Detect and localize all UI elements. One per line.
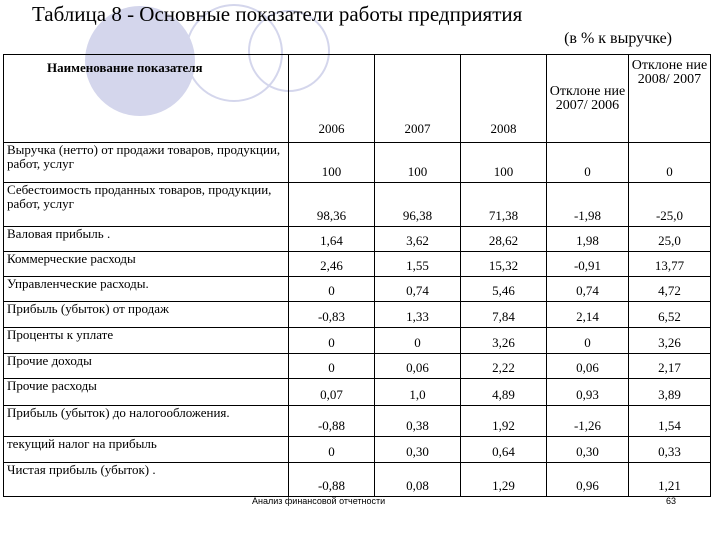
row-value-cell: 0 (289, 354, 375, 379)
row-value-cell: 3,89 (629, 379, 711, 406)
row-value-cell: 2,22 (461, 354, 547, 379)
row-name-cell: Управленческие расходы. (4, 277, 289, 302)
row-value-cell: -1,98 (547, 183, 629, 227)
row-name-cell: Выручка (нетто) от продажи товаров, продукции, работ, услуг (4, 143, 289, 183)
row-value-cell: 5,46 (461, 277, 547, 302)
row-value-cell: 0 (289, 328, 375, 354)
row-value-cell: 0,93 (547, 379, 629, 406)
year-header-2008: 2008 (461, 55, 547, 143)
page-number: 63 (666, 496, 677, 506)
row-value-cell: 0,38 (375, 406, 461, 437)
deviation-header-2008-2007: Отклоне ние 2008/ 2007 (629, 55, 711, 143)
row-value-cell: 100 (289, 143, 375, 183)
row-value-cell: 3,26 (461, 328, 547, 354)
table-row (4, 302, 711, 328)
row-value-cell: -0,88 (289, 406, 375, 437)
row-name-cell: Прочие доходы (4, 354, 289, 379)
row-value-cell: 96,38 (375, 183, 461, 227)
row-value-cell: 0,74 (375, 277, 461, 302)
row-value-cell: 1,0 (375, 379, 461, 406)
row-name-cell: Прибыль (убыток) до налогообложения. (4, 406, 289, 437)
row-value-cell: 100 (375, 143, 461, 183)
table-header-row (4, 55, 711, 143)
row-value-cell: -1,26 (547, 406, 629, 437)
row-value-cell: 25,0 (629, 227, 711, 252)
name-header-cell (4, 55, 289, 143)
row-value-cell: 1,55 (375, 252, 461, 277)
row-value-cell: 0 (375, 328, 461, 354)
row-value-cell: -0,83 (289, 302, 375, 328)
footer-caption: Анализ финансовой отчетности (252, 496, 386, 506)
table-row (4, 437, 711, 463)
row-name-cell: текущий налог на прибыль (4, 437, 289, 463)
table-row (4, 143, 711, 183)
row-name-cell: Прочие расходы (4, 379, 289, 406)
row-value-cell: 0 (547, 328, 629, 354)
row-value-cell: 0,30 (547, 437, 629, 463)
row-name-cell: Коммерческие расходы (4, 252, 289, 277)
row-value-cell: 28,62 (461, 227, 547, 252)
row-value-cell: -25,0 (629, 183, 711, 227)
table-row (4, 227, 711, 252)
row-value-cell: 13,77 (629, 252, 711, 277)
row-value-cell: 1,54 (629, 406, 711, 437)
row-name-cell: Проценты к уплате (4, 328, 289, 354)
table-row (4, 406, 711, 437)
row-value-cell: 1,29 (461, 463, 547, 497)
table-row (4, 354, 711, 379)
table-row (4, 183, 711, 227)
row-value-cell: 0,64 (461, 437, 547, 463)
page-subtitle: (в % к выручке) (564, 30, 672, 47)
row-value-cell: 0 (289, 437, 375, 463)
row-value-cell: 1,21 (629, 463, 711, 497)
row-value-cell: 0,96 (547, 463, 629, 497)
row-value-cell: 7,84 (461, 302, 547, 328)
deviation-header-2007-2006: Отклоне ние 2007/ 2006 (547, 55, 629, 143)
table-row (4, 463, 711, 497)
table-row (4, 277, 711, 302)
row-value-cell: 0,33 (629, 437, 711, 463)
row-value-cell: 0,08 (375, 463, 461, 497)
row-value-cell: 4,89 (461, 379, 547, 406)
row-value-cell: 0,06 (375, 354, 461, 379)
name-header: Наименование показателя (47, 60, 203, 75)
year-header-2007: 2007 (375, 55, 461, 143)
table-row (4, 328, 711, 354)
row-value-cell: 1,98 (547, 227, 629, 252)
row-value-cell: 0 (629, 143, 711, 183)
row-value-cell: -0,88 (289, 463, 375, 497)
row-name-cell: Себестоимость проданных товаров, продукции, работ, услуг (4, 183, 289, 227)
row-value-cell: 1,92 (461, 406, 547, 437)
row-value-cell: -0,91 (547, 252, 629, 277)
page-title: Таблица 8 - Основные показатели работы предприятия (32, 2, 523, 26)
row-value-cell: 0,07 (289, 379, 375, 406)
row-value-cell: 0 (289, 277, 375, 302)
row-name-cell: Чистая прибыль (убыток) . (4, 463, 289, 497)
row-value-cell: 6,52 (629, 302, 711, 328)
row-value-cell: 71,38 (461, 183, 547, 227)
row-name-cell: Прибыль (убыток) от продаж (4, 302, 289, 328)
indicators-table (3, 54, 711, 497)
row-value-cell: 2,17 (629, 354, 711, 379)
row-value-cell: 3,26 (629, 328, 711, 354)
row-value-cell: 100 (461, 143, 547, 183)
row-value-cell: 15,32 (461, 252, 547, 277)
table-row (4, 252, 711, 277)
row-value-cell: 0,74 (547, 277, 629, 302)
row-value-cell: 1,64 (289, 227, 375, 252)
row-name-cell: Валовая прибыль . (4, 227, 289, 252)
row-value-cell: 98,36 (289, 183, 375, 227)
table-row (4, 379, 711, 406)
row-value-cell: 2,14 (547, 302, 629, 328)
row-value-cell: 4,72 (629, 277, 711, 302)
row-value-cell: 0,06 (547, 354, 629, 379)
row-value-cell: 1,33 (375, 302, 461, 328)
year-header-2006: 2006 (289, 55, 375, 143)
row-value-cell: 0,30 (375, 437, 461, 463)
row-value-cell: 2,46 (289, 252, 375, 277)
row-value-cell: 3,62 (375, 227, 461, 252)
row-value-cell: 0 (547, 143, 629, 183)
